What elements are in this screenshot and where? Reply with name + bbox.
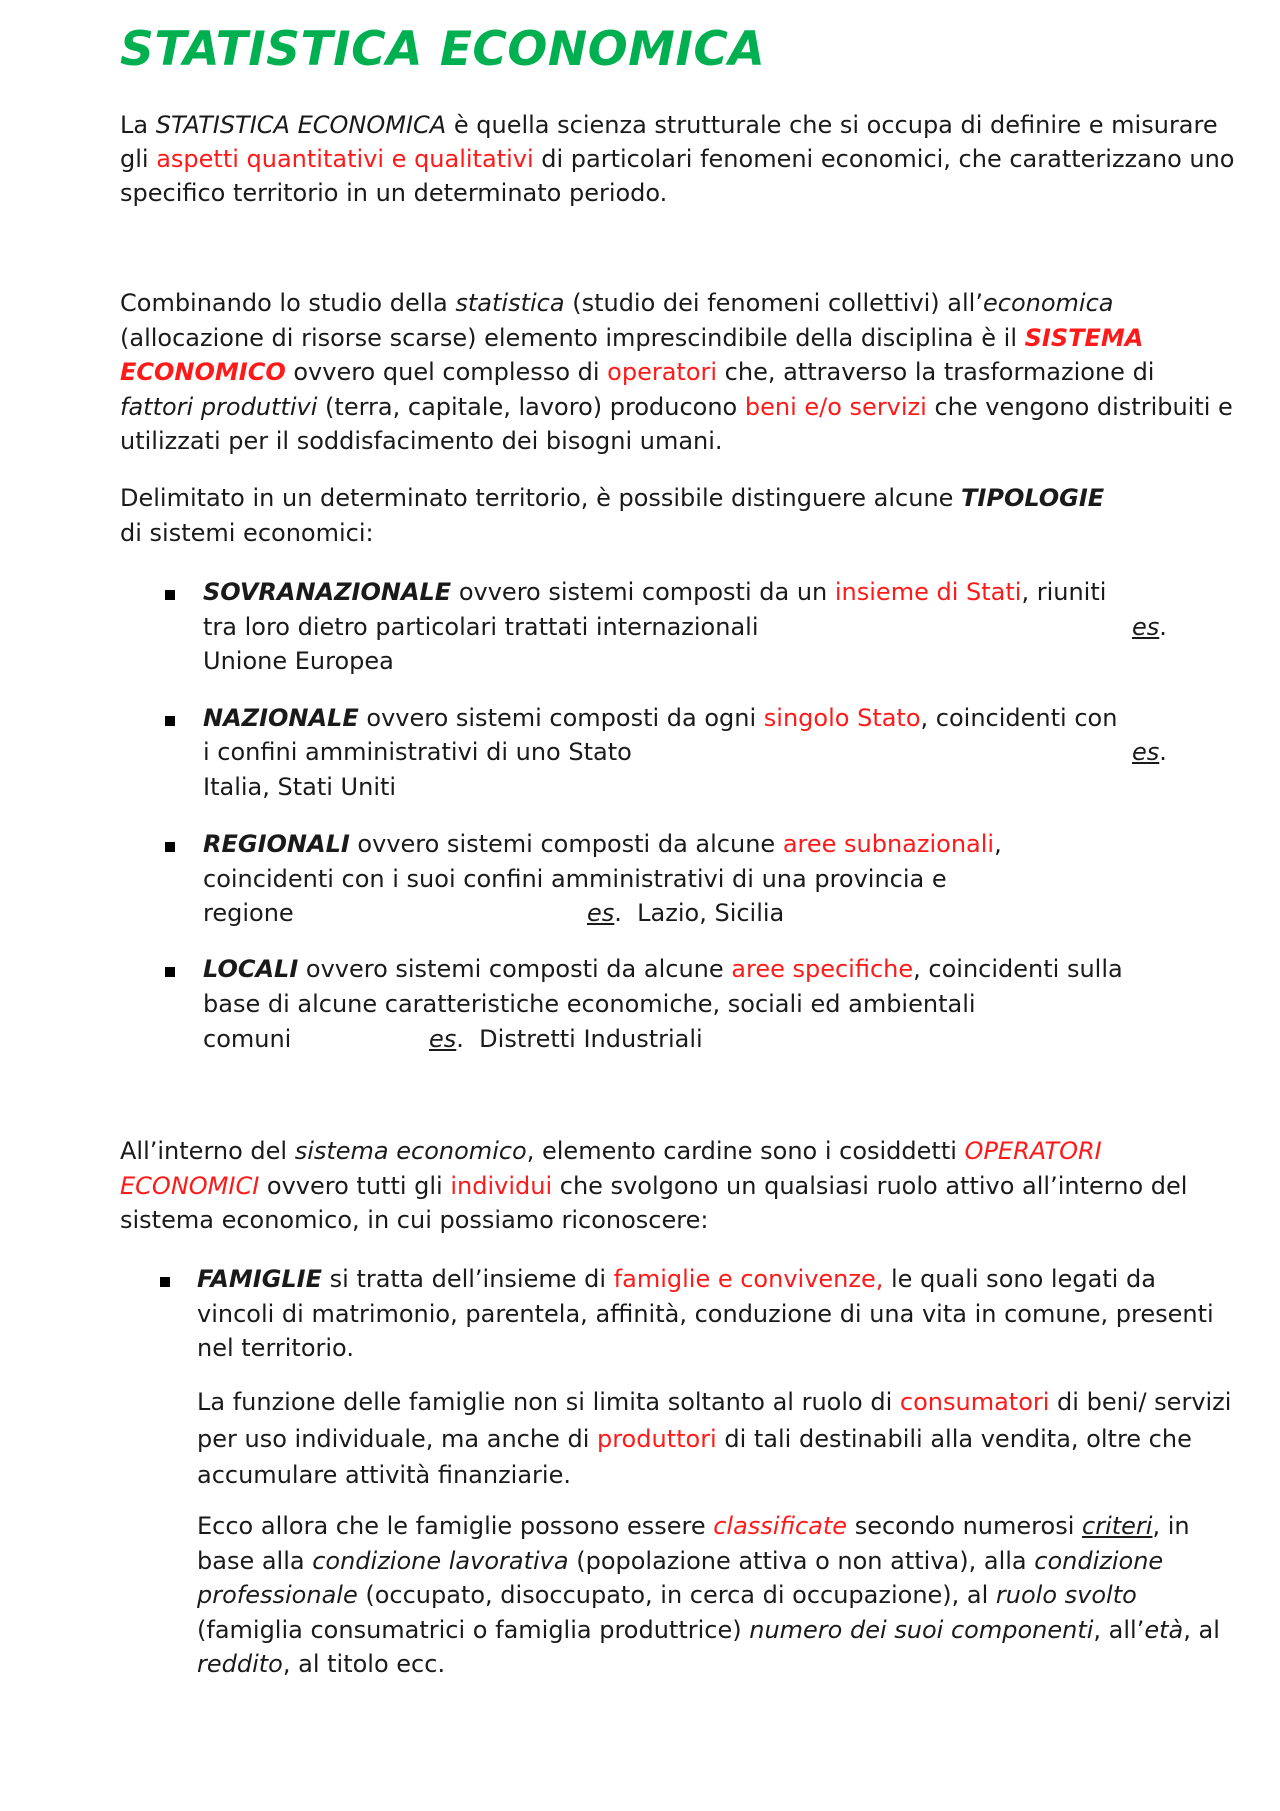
bullet-icon [160,1277,170,1287]
system-paragraph: Combinando lo studio della statistica (studio dei fenomeni collettivi) all’economica (allocazione di risorse scarse) elemento imprescindibile della disciplina è il SISTEMA ECONOMICO ovvero quel complesso di operatori che, attraverso la trasformazione di fattori produttivi (terra, capitale, lavoro) producono beni e/o servizi che vengono distribuiti e utilizzati per il soddisfacimento dei bisogni umani. [120,289,1233,455]
typology-example: Italia, Stati Uniti [203,773,397,801]
typology-line: REGIONALI ovvero sistemi composti da alcune aree subnazionali, [203,830,1002,858]
example-label: es. [1132,738,1167,766]
example-label: es. [1132,613,1167,641]
families-classification: Ecco allora che le famiglie possono essere classificate secondo numerosi criteri, in base alla condizione lavorativa (popolazione attiva o non attiva), alla condizione professionale (occupato, disoccupato, in cerca di occupazione), al ruolo svolto (famiglia consumatrici o famiglia produttrice) numero dei suoi componenti, all’età, al reddito, al titolo ecc. [197,1512,1220,1678]
bullet-icon [165,842,175,852]
families-function: La funzione delle famiglie non si limita soltanto al ruolo di consumatori di beni/ servizi per uso individuale, ma anche di produttori di tali destinabili alla vendita, oltre che accumulare attività finanziarie. [197,1388,1232,1489]
bullet-icon [165,716,175,726]
bullet-icon [165,967,175,977]
bullet-icon [165,590,175,600]
typology-line: comuni [203,1025,292,1053]
typology-line: NAZIONALE ovvero sistemi composti da ogni singolo Stato, coincidenti con [203,704,1118,732]
typology-line: coincidenti con i suoi confini amministrativi di una provincia e [203,865,947,893]
typology-line: regione [203,899,294,927]
example-label: es. Lazio, Sicilia [587,899,785,927]
typology-line: SOVRANAZIONALE ovvero sistemi composti da un insieme di Stati, riuniti [203,578,1107,606]
example-label: es. Distretti Industriali [429,1025,703,1053]
intro-paragraph: La STATISTICA ECONOMICA è quella scienza strutturale che si occupa di definire e misurare gli aspetti quantitativi e qualitativi di particolari fenomeni economici, che caratterizzano uno specifico territorio in un determinato periodo. [120,111,1235,207]
operators-paragraph: All’interno del sistema economico, elemento cardine sono i cosiddetti OPERATORI ECONOMICI ovvero tutti gli individui che svolgono un qualsiasi ruolo attivo all’interno del sistema economico, in cui possiamo riconoscere: [120,1137,1188,1234]
families-definition: FAMIGLIE si tratta dell’insieme di famiglie e convivenze, le quali sono legati da vincoli di matrimonio, parentela, affinità, conduzione di una vita in comune, presenti nel territorio. [197,1265,1214,1362]
typology-line: tra loro dietro particolari trattati internazionali [203,613,759,641]
typologies-intro: Delimitato in un determinato territorio, è possibile distinguere alcune TIPOLOGIE di sistemi economici: [120,484,1105,547]
typology-example: Unione Europea [203,647,394,675]
typology-line: i confini amministrativi di uno Stato [203,738,632,766]
page-title: STATISTICA ECONOMICA [120,22,766,77]
typology-line: LOCALI ovvero sistemi composti da alcune aree specifiche, coincidenti sulla [203,955,1123,983]
typology-line: base di alcune caratteristiche economiche, sociali ed ambientali [203,990,976,1018]
